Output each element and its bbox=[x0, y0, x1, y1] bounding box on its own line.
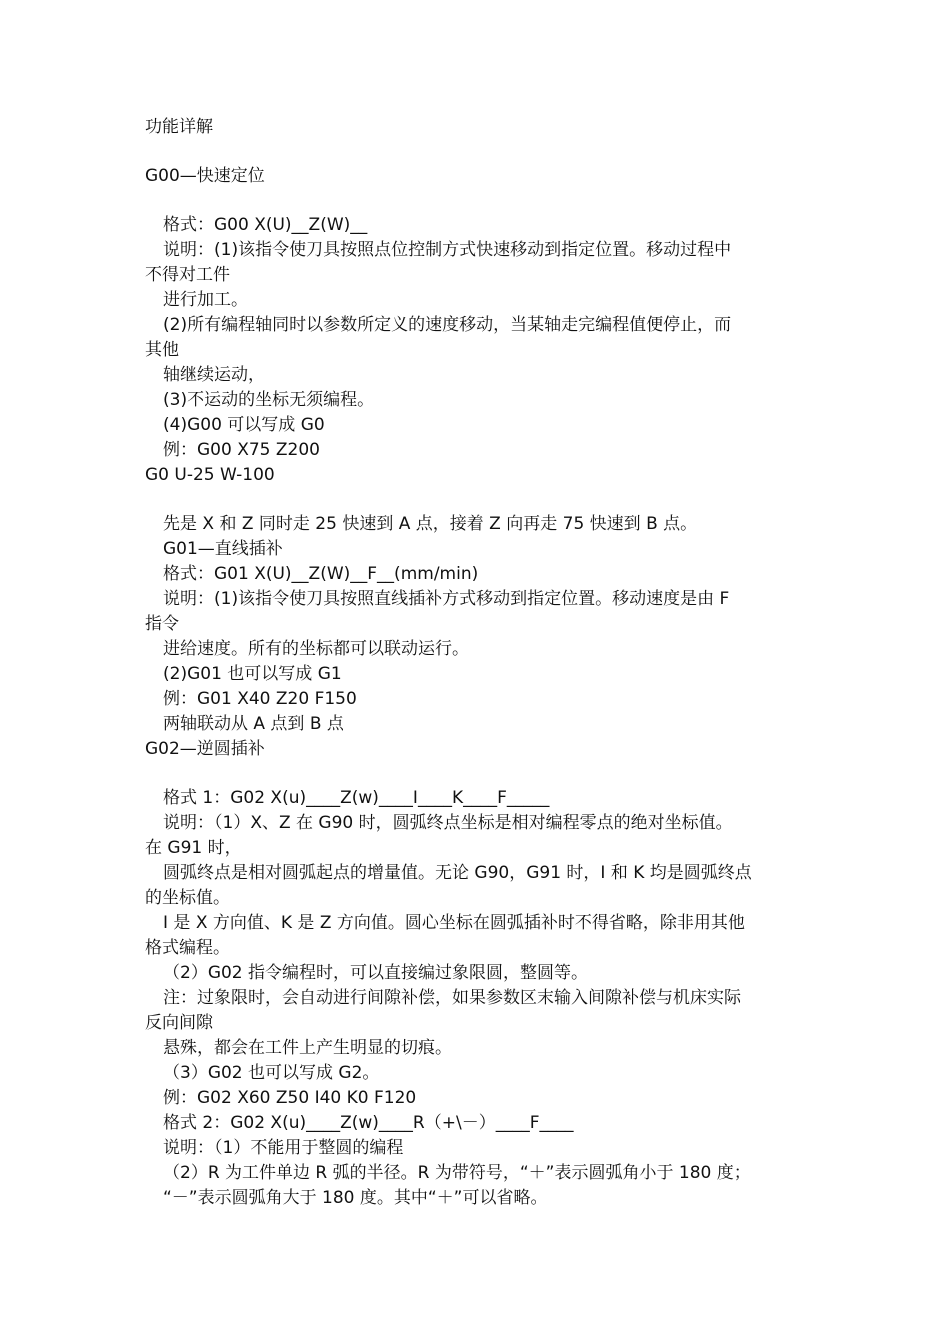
text-line: （2）R 为工件单边 R 弧的半径。R 为带符号，“＋”表示圆弧角小于 180 度； bbox=[163, 1163, 751, 1183]
text-line: 格式：G01 X(U)__Z(W)__F__(mm/min) bbox=[163, 564, 479, 584]
text-line: G0 U-25 W-100 bbox=[145, 465, 275, 485]
text-line: 例：G00 X75 Z200 bbox=[163, 440, 320, 460]
text-line: （2）G02 指令编程时，可以直接编过象限圆，整圆等。 bbox=[163, 963, 589, 983]
text-line: 进行加工。 bbox=[163, 290, 248, 310]
g02-heading: G02—逆圆插补 bbox=[145, 739, 265, 759]
text-line: 说明：（1）不能用于整圆的编程 bbox=[163, 1138, 404, 1158]
text-line: (3)不运动的坐标无须编程。 bbox=[163, 390, 375, 410]
text-line: 在 G91 时， bbox=[145, 838, 242, 858]
text-line: （3）G02 也可以写成 G2。 bbox=[163, 1063, 380, 1083]
text-line: 说明：（1）X、Z 在 G90 时，圆弧终点坐标是相对编程零点的绝对坐标值。 bbox=[163, 813, 733, 833]
text-line: 例：G01 X40 Z20 F150 bbox=[163, 689, 357, 709]
g00-heading: G00—快速定位 bbox=[145, 166, 265, 186]
text-line: 其他 bbox=[145, 340, 179, 360]
text-line: “－”表示圆弧角大于 180 度。其中“＋”可以省略。 bbox=[163, 1188, 548, 1208]
text-line: 注：过象限时，会自动进行间隙补偿，如果参数区末输入间隙补偿与机床实际 bbox=[163, 988, 741, 1008]
text-line: (4)G00 可以写成 G0 bbox=[163, 415, 325, 435]
text-line: 悬殊，都会在工件上产生明显的切痕。 bbox=[163, 1038, 452, 1058]
text-line: 轴继续运动， bbox=[163, 365, 265, 385]
g01-heading: G01—直线插补 bbox=[163, 539, 283, 559]
text-line: 格式 2：G02 X(u)____Z(w)____R（+\－）____F____ bbox=[163, 1113, 574, 1133]
text-line: 格式：G00 X(U)__Z(W)__ bbox=[163, 215, 368, 235]
text-line: 圆弧终点是相对圆弧起点的增量值。无论 G90，G91 时，I 和 K 均是圆弧终点 bbox=[163, 863, 752, 883]
text-line: 格式 1：G02 X(u)____Z(w)____I____K____F_____ bbox=[163, 788, 550, 808]
text-line: (2)G01 也可以写成 G1 bbox=[163, 664, 342, 684]
text-line: 先是 X 和 Z 同时走 25 快速到 A 点，接着 Z 向再走 75 快速到 B 点。 bbox=[163, 514, 698, 534]
text-line: I 是 X 方向值、K 是 Z 方向值。圆心坐标在圆弧插补时不得省略，除非用其他 bbox=[163, 913, 745, 933]
text-line: 指令 bbox=[145, 614, 179, 634]
text-line: 的坐标值。 bbox=[145, 888, 230, 908]
text-line: 进给速度。所有的坐标都可以联动运行。 bbox=[163, 639, 469, 659]
text-line: 说明：(1)该指令使刀具按照直线插补方式移动到指定位置。移动速度是由 F bbox=[163, 589, 730, 609]
section-heading: 功能详解 bbox=[145, 117, 213, 137]
text-line: 反向间隙 bbox=[145, 1013, 213, 1033]
text-line: 格式编程。 bbox=[145, 938, 230, 958]
text-line: 两轴联动从 A 点到 B 点 bbox=[163, 714, 344, 734]
text-line: 例：G02 X60 Z50 I40 K0 F120 bbox=[163, 1088, 417, 1108]
text-line: (2)所有编程轴同时以参数所定义的速度移动，当某轴走完编程值便停止，而 bbox=[163, 315, 732, 335]
text-line: 不得对工件 bbox=[145, 265, 230, 285]
text-line: 说明：(1)该指令使刀具按照点位控制方式快速移动到指定位置。移动过程中 bbox=[163, 240, 732, 260]
